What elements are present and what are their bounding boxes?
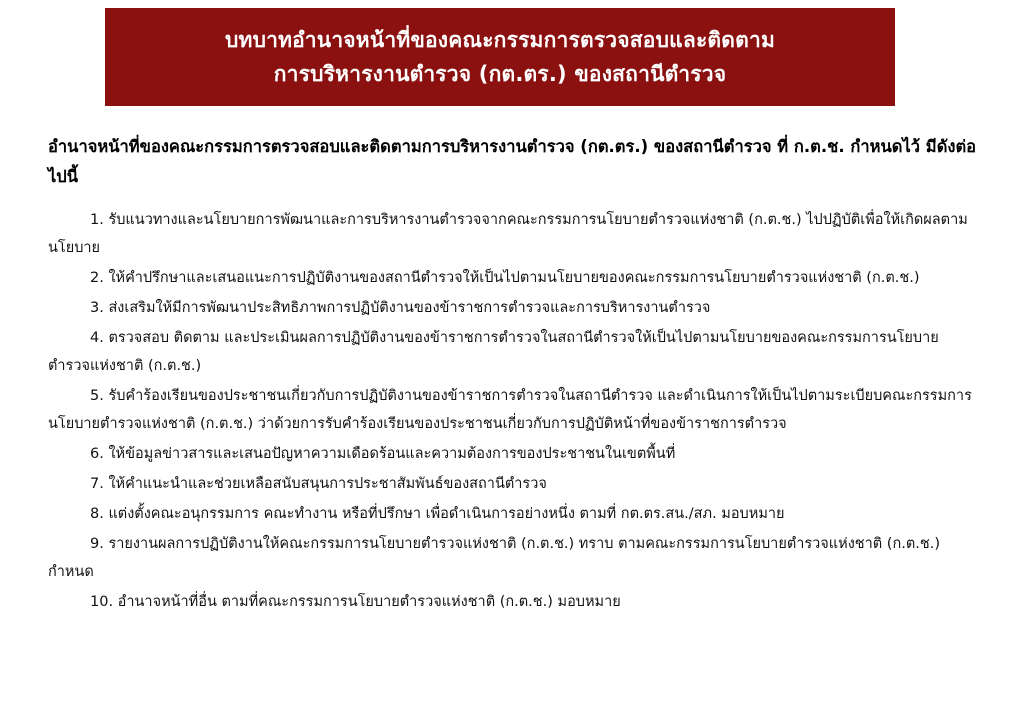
banner-title-line-1: บทบาทอำนาจหน้าที่ของคณะกรรมการตรวจสอบและติดตาม [225, 28, 775, 52]
document-body [48, 132, 978, 618]
document-header-banner [105, 8, 895, 106]
intro-paragraph: อำนาจหน้าที่ของคณะกรรมการตรวจสอบและติดตามการบริหารงานตำรวจ (กต.ตร.) ของสถานีตำรวจ ที่ ก.ต.ช. กำหนดไว้ มีดังต่อไปนี้ [48, 137, 977, 186]
list-item: 1. รับแนวทางและนโยบายการพัฒนาและการบริหารงานตำรวจจากคณะกรรมการนโยบายตำรวจแห่งชาติ (ก.ต.ช.) ไปปฏิบัติเพื่อให้เกิดผลตามนโยบาย [48, 212, 968, 256]
list-item: 2. ให้คำปรึกษาและเสนอแนะการปฏิบัติงานของสถานีตำรวจให้เป็นไปตามนโยบายของคณะกรรมการนโยบายตำรวจแห่งชาติ (ก.ต.ช.) [90, 270, 920, 286]
list-item: 5. รับคำร้องเรียนของประชาชนเกี่ยวกับการปฏิบัติงานของข้าราชการตำรวจในสถานีตำรวจ และดำเนินการให้เป็นไปตามระเบียบคณะกรรมการนโยบายตำรวจแห่งชาติ (ก.ต.ช.) ว่าด้วยการรับคำร้องเรียนของประชาชนเกี่ยวกับการปฏิบัติหน้าที่ของข้าราชการตำรวจ [48, 388, 972, 432]
list-item: 3. ส่งเสริมให้มีการพัฒนาประสิทธิภาพการปฏิบัติงานของข้าราชการตำรวจและการบริหารงานตำรวจ [90, 300, 711, 316]
banner-title-line-2: การบริหารงานตำรวจ (กต.ตร.) ของสถานีตำรวจ [273, 62, 727, 86]
list-item: 6. ให้ข้อมูลข่าวสารและเสนอปัญหาความเดือดร้อนและความต้องการของประชาชนในเขตพื้นที่ [90, 446, 676, 462]
list-item: 10. อำนาจหน้าที่อื่น ตามที่คณะกรรมการนโยบายตำรวจแห่งชาติ (ก.ต.ช.) มอบหมาย [90, 594, 621, 610]
list-item: 7. ให้คำแนะนำและช่วยเหลือสนับสนุนการประชาสัมพันธ์ของสถานีตำรวจ [90, 476, 547, 492]
list-item: 4. ตรวจสอบ ติดตาม และประเมินผลการปฏิบัติงานของข้าราชการตำรวจในสถานีตำรวจให้เป็นไปตามนโยบายของคณะกรรมการนโยบายตำรวจแห่งชาติ (ก.ต.ช.) [48, 330, 939, 374]
list-item: 8. แต่งตั้งคณะอนุกรรมการ คณะทำงาน หรือที่ปรึกษา เพื่อดำเนินการอย่างหนึ่ง ตามที่ กต.ตร.สน./สภ. มอบหมาย [90, 506, 785, 522]
list-item: 9. รายงานผลการปฏิบัติงานให้คณะกรรมการนโยบายตำรวจแห่งชาติ (ก.ต.ช.) ทราบ ตามคณะกรรมการนโยบายตำรวจแห่งชาติ (ก.ต.ช.) กำหนด [48, 536, 940, 580]
